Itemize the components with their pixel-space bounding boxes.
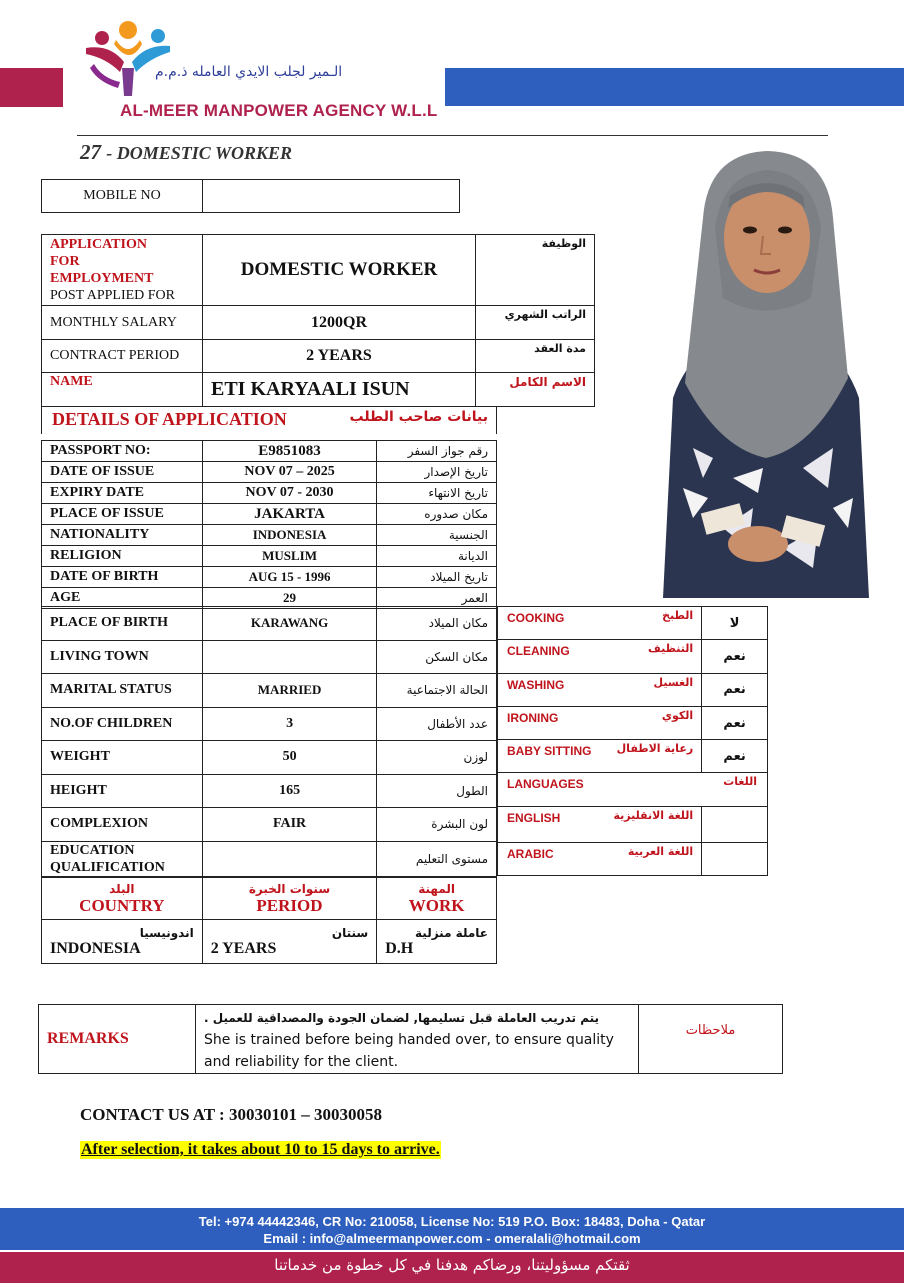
skill-value: نعم [702,740,768,773]
work-header: WORK [408,895,465,915]
period-header-arabic: سنوات الخبرة [248,881,331,896]
row-label-arabic: لون البشرة [377,808,497,842]
row-value: AUG 15 - 1996 [202,567,377,588]
row-value: MARRIED [202,674,377,708]
table-row [42,607,497,641]
languages-title: LANGUAGES [507,777,584,792]
table-row [42,841,497,876]
header-divider [77,135,828,136]
row-label: LIVING TOWN [42,640,203,674]
page-title [80,140,292,165]
name-label: NAME [42,373,203,407]
table-row [42,504,497,525]
personal-details-lower-table [41,606,497,877]
skill-value: نعم [702,673,768,706]
contract-label: CONTRACT PERIOD [42,340,203,373]
languages-header-row [498,773,768,806]
remarks-label-arabic: ملاحظات [639,1005,783,1074]
salary-label-arabic: الراتب الشهري [476,306,595,340]
table-row [42,441,497,462]
table-row [42,483,497,504]
personal-details-table [41,440,497,609]
worker-number: 27 [80,140,101,164]
details-title: DETAILS OF APPLICATION [52,409,287,429]
salary-value: 1200QR [203,306,476,340]
contract-value: 2 YEARS [203,340,476,373]
remarks-text-arabic: يتم تدريب العاملة قبل تسليمها, لضمان الجودة والمصداقية للعميل . [204,1011,600,1025]
row-label: COMPLEXION [42,808,203,842]
row-label-arabic: الطول [377,774,497,808]
skill-value: لا [702,607,768,640]
skill-row [498,740,768,773]
row-value: 50 [202,741,377,775]
skill-row [498,673,768,706]
table-row [42,567,497,588]
contact-line: CONTACT US AT : 30030101 – 30030058 [80,1105,382,1124]
row-value: JAKARTA [202,504,377,525]
country-value-arabic: اندونيسيا [139,925,194,940]
skill-label: BABY SITTING [507,744,592,759]
mobile-table [41,179,460,213]
work-header-arabic: المهنة [418,881,455,896]
row-label-arabic: العمر [377,588,497,609]
footer-slogan: ثقتكم مسؤوليتنا، ورضاكم هدفنا في كل خطوة من خدماتنا [274,1256,630,1274]
row-label-arabic: الجنسية [377,525,497,546]
row-label: HEIGHT [42,774,203,808]
row-label-arabic: الديانة [377,546,497,567]
details-header [41,407,497,434]
row-value: NOV 07 – 2025 [202,462,377,483]
row-value: FAIR [202,808,377,842]
header-accent-bar-left [0,68,63,107]
row-label-arabic: مكان صدوره [377,504,497,525]
skill-value: نعم [702,640,768,673]
table-row [42,674,497,708]
post-applied-label: POST APPLIED FOR [50,288,176,303]
post-value: DOMESTIC WORKER [203,235,476,306]
skill-label-arabic: التنظيف [647,642,694,656]
table-row [42,707,497,741]
language-label: ARABIC [507,846,554,861]
skill-row [498,706,768,739]
experience-table [41,877,497,964]
company-name-arabic: الـمير لجلب الايدي العامله ذ.م.م [155,64,343,80]
row-label-arabic: تاريخ الإصدار [377,462,497,483]
company-name-english: AL-MEER MANPOWER AGENCY W.L.L [120,101,438,120]
row-value: E9851083 [202,441,377,462]
country-header-arabic: البلد [109,881,135,896]
skill-label-arabic: الكوي [661,708,694,722]
header-accent-bar-right [445,68,904,106]
table-row [42,525,497,546]
skill-label-arabic: الغسيل [653,675,694,689]
details-title-arabic: بيانات صاحب الطلب [349,409,488,425]
mobile-label: MOBILE NO [42,180,203,213]
row-label: DATE OF ISSUE [42,462,203,483]
footer-line-2: Email : info@almeermanpower.com - omeralali@hotmail.com [263,1231,641,1246]
country-header: COUNTRY [79,895,165,915]
row-value: 3 [202,707,377,741]
remarks-text: She is trained before being handed over, to ensure quality and reliability for the client. [204,1032,614,1070]
company-logo-icon [80,18,176,100]
row-value: KARAWANG [202,607,377,641]
skill-label-arabic: رعاية الاطفال [616,742,694,756]
skill-label: CLEANING [507,644,570,659]
row-value: MUSLIM [202,546,377,567]
row-label-arabic: مكان السكن [377,640,497,674]
table-row [42,462,497,483]
footer-contact-bar [0,1208,904,1250]
post-label-arabic: الوظيفة [476,235,595,306]
row-label: PLACE OF BIRTH [42,607,203,641]
row-label-arabic: تاريخ الانتهاء [377,483,497,504]
experience-header-row [42,878,497,920]
work-value-arabic: عاملة منزلية [415,925,488,940]
table-row [42,741,497,775]
row-value: 29 [202,588,377,609]
skill-label: IRONING [507,710,559,725]
skills-table [497,606,768,876]
language-label-arabic: اللغة العربية [627,844,694,858]
row-value: INDONESIA [202,525,377,546]
footer-line-1: Tel: +974 44442346, CR No: 210058, License No: 519 P.O. Box: 18483, Doha - Qatar [198,1214,706,1229]
row-value [202,841,377,876]
row-label: WEIGHT [42,741,203,775]
language-label-arabic: اللغة الانقليزية [613,808,694,822]
table-row [42,640,497,674]
row-label-arabic: تاريخ الميلاد [377,567,497,588]
skill-row [498,640,768,673]
language-value [702,842,768,875]
language-value [702,806,768,842]
language-label: ENGLISH [507,810,561,825]
row-label: RELIGION [42,546,203,567]
salary-label: MONTHLY SALARY [42,306,203,340]
row-label-arabic: لوزن [377,741,497,775]
name-label-arabic: الاسم الكامل [476,373,595,407]
applicant-photo [633,148,899,598]
country-value: INDONESIA [50,939,141,957]
row-label: AGE [42,588,203,609]
row-label: PASSPORT NO: [42,441,203,462]
row-value [202,640,377,674]
period-header: PERIOD [256,895,323,915]
application-table [41,234,595,407]
remarks-label: REMARKS [39,1005,196,1074]
skill-row [498,607,768,640]
table-row [42,546,497,567]
row-label-arabic: مكان الميلاد [377,607,497,641]
experience-row [42,920,497,964]
mobile-value [203,180,460,213]
work-value: D.H [385,939,414,957]
language-row [498,842,768,875]
row-label: MARITAL STATUS [42,674,203,708]
row-value: 165 [202,774,377,808]
skill-label-arabic: الطبخ [662,609,694,622]
row-label-arabic: مستوى التعليم [377,841,497,876]
name-value: ETI KARYAALI ISUN [203,373,476,407]
contract-label-arabic: مدة العقد [476,340,595,373]
table-row [42,808,497,842]
languages-title-arabic: اللغات [723,775,757,789]
application-label: APPLICATION FOR EMPLOYMENT [50,237,154,286]
row-value: NOV 07 - 2030 [202,483,377,504]
table-row [42,774,497,808]
row-label: NO.OF CHILDREN [42,707,203,741]
row-label: EXPIRY DATE [42,483,203,504]
arrival-note: After selection, it takes about 10 to 15 days to arrive. [81,1141,440,1158]
row-label-arabic: الحالة الاجتماعية [377,674,497,708]
row-label-arabic: عدد الأطفال [377,707,497,741]
skill-value: نعم [702,706,768,739]
row-label: PLACE OF ISSUE [42,504,203,525]
title-text: - DOMESTIC WORKER [106,143,292,163]
period-value: 2 YEARS [210,939,277,957]
footer-slogan-bar [0,1252,904,1283]
skill-label: WASHING [507,677,565,692]
row-label: DATE OF BIRTH [42,567,203,588]
remarks-table [38,1004,783,1074]
row-label-arabic: رقم جواز السفر [377,441,497,462]
period-value-arabic: سنتان [331,925,369,940]
row-label: EDUCATION QUALIFICATION [42,841,203,876]
row-label: NATIONALITY [42,525,203,546]
language-row [498,806,768,842]
skill-label: COOKING [507,611,565,625]
